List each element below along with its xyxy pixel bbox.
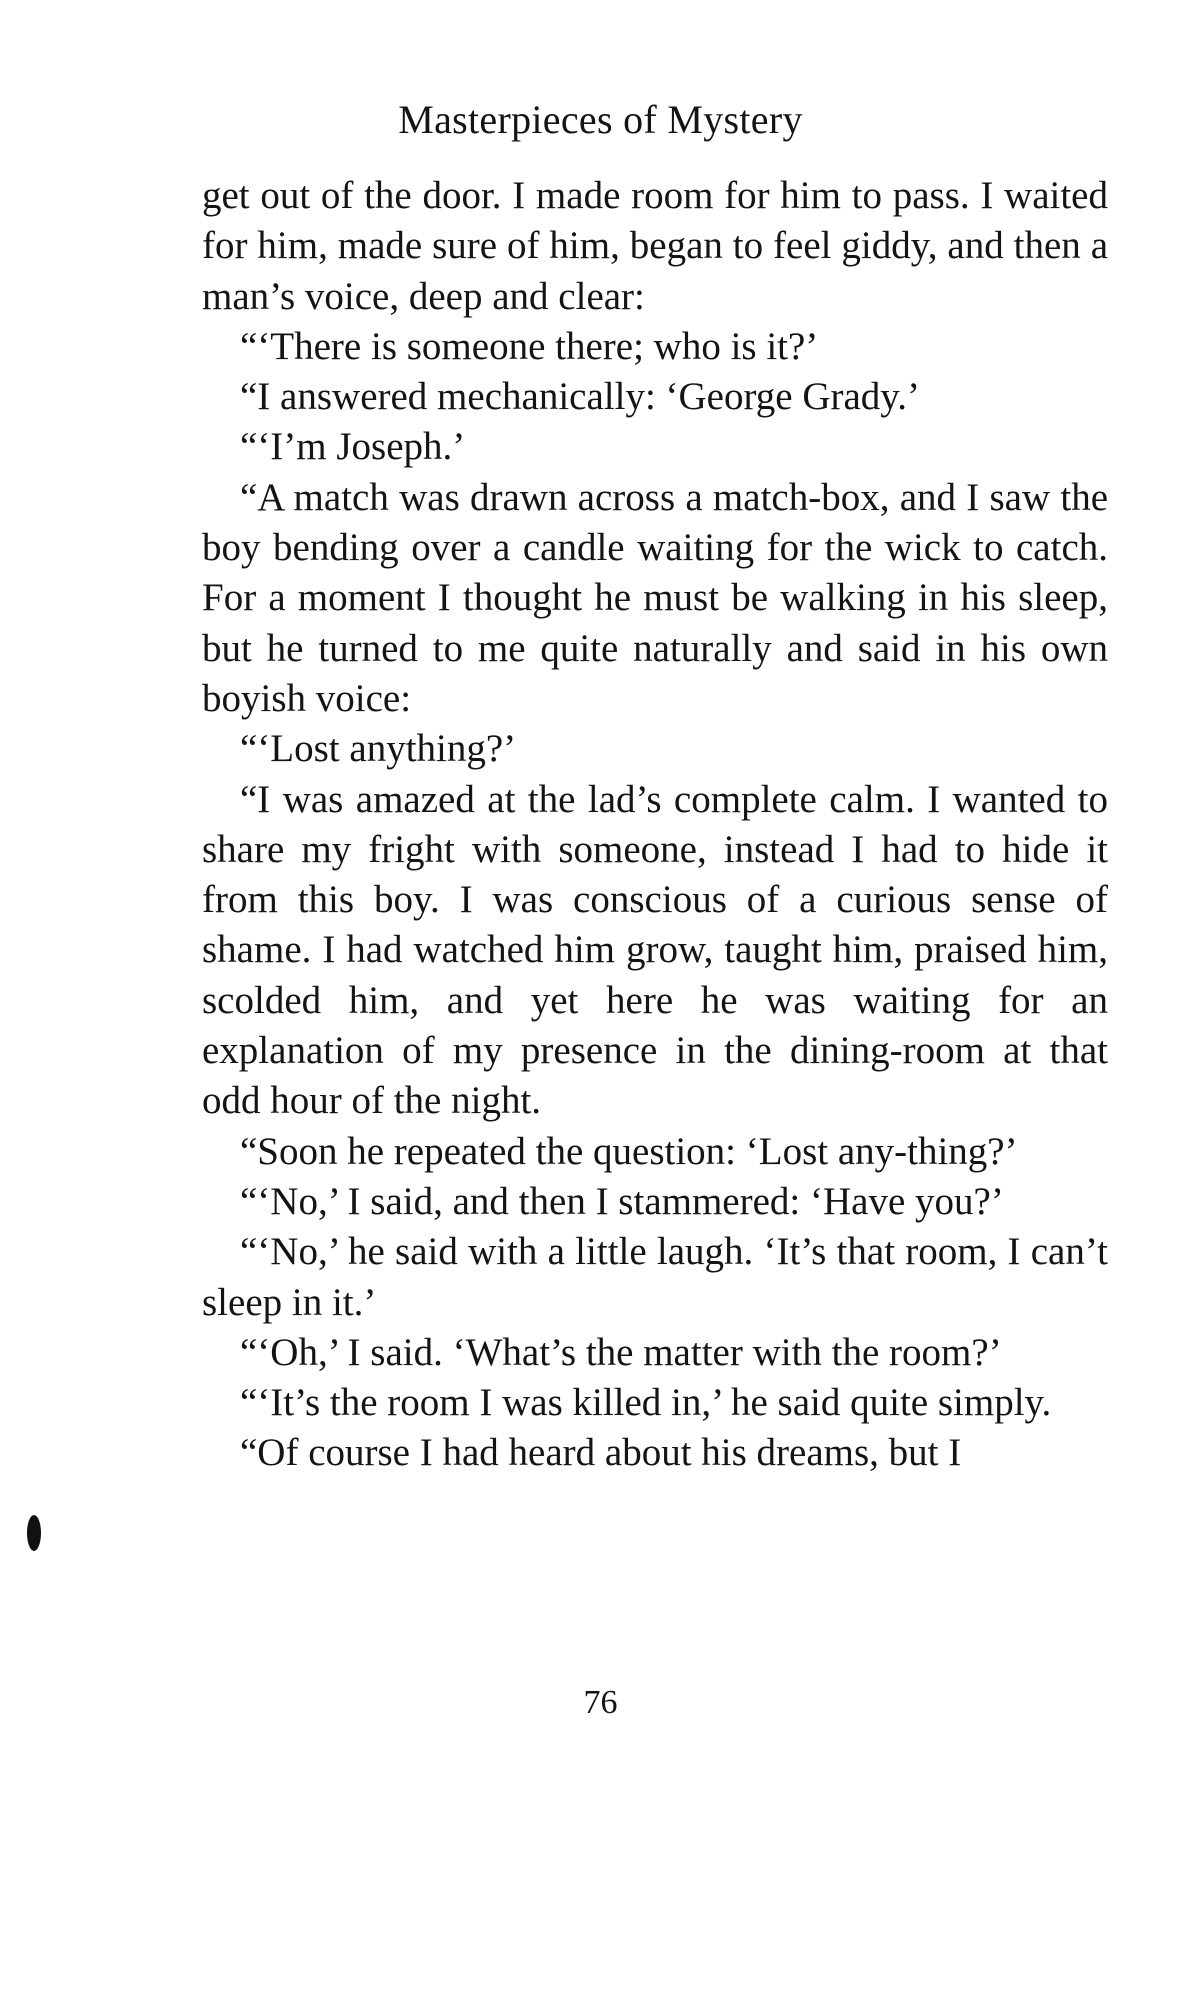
- paragraph: “I answered mechanically: ‘George Grady.’: [240, 375, 921, 419]
- paragraph: “Soon he repeated the question: ‘Lost any-thing?’: [240, 1129, 1018, 1173]
- paragraph: get out of the door. I made room for him to pass. I waited for him, made sure of him, began to feel giddy, and then a man’s voice, deep and clear:: [202, 174, 1108, 318]
- paragraph: “A match was drawn across a match-box, and I saw the boy bending over a candle waiting for the wick to catch. For a moment I thought he must be walking in his sleep, but he turned to me quite naturally and said in his own boyish voice:: [202, 475, 1108, 720]
- running-title: Masterpieces of Mystery: [398, 97, 803, 142]
- ink-blot-mark: [27, 1515, 41, 1551]
- paragraph: “‘There is someone there; who is it?’: [240, 324, 819, 368]
- paragraph: “‘It’s the room I was killed in,’ he said quite simply.: [240, 1381, 1052, 1425]
- paragraph: “‘I’m Joseph.’: [240, 425, 466, 469]
- body-text: [202, 171, 1108, 1479]
- paragraph: “‘No,’ he said with a little laugh. ‘It’s that room, I can’t sleep in it.’: [202, 1230, 1108, 1324]
- paragraph: “‘Lost anything?’: [240, 727, 517, 771]
- page-number: 76: [583, 1684, 618, 1721]
- paragraph: “‘No,’ I said, and then I stammered: ‘Have you?’: [240, 1179, 1004, 1223]
- paragraph: “Of course I had heard about his dreams, but I: [240, 1431, 962, 1475]
- paragraph: “‘Oh,’ I said. ‘What’s the matter with the room?’: [240, 1330, 1002, 1374]
- paragraph: “I was amazed at the lad’s complete calm. I wanted to share my fright with someone, instead I had to hide it from this boy. I was conscious of a curious sense of shame. I had watched him grow, taught him, praised him, scolded him, and yet here he was waiting for an explanation of my presence in the dining-room at that odd hour of the night.: [202, 777, 1108, 1123]
